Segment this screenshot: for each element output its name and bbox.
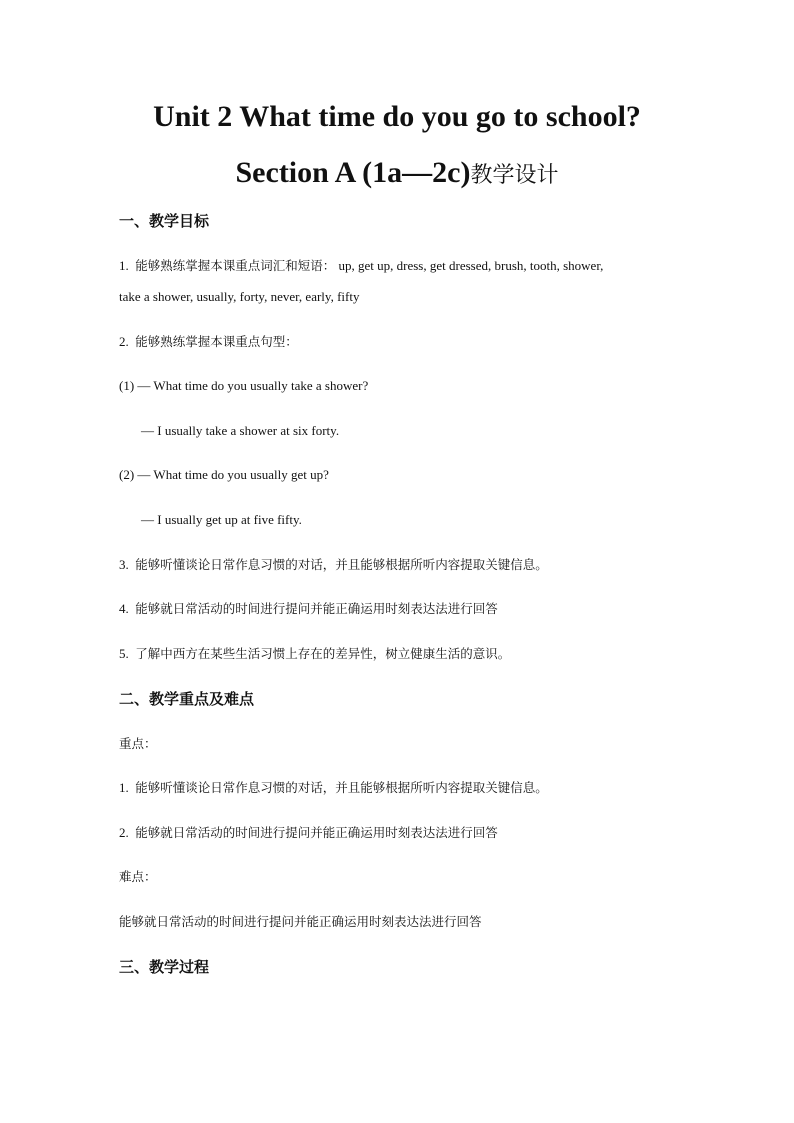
key-item-2: [119, 824, 679, 842]
goal-item-5-number: 5.: [119, 646, 129, 661]
sentence-2-question: (2) — What time do you usually get up?: [119, 467, 329, 482]
difficulty-label-text: 难点：: [119, 869, 157, 884]
goal-item-3-cn: 能够听懂谈论日常作息习惯的对话，并且能够根据所听内容提取关键信息。: [135, 557, 548, 572]
key-item-1: [119, 779, 679, 797]
key-label-text: 重点：: [119, 736, 157, 751]
difficulty-label: [119, 868, 679, 886]
sentence-2-answer: — I usually get up at five fifty.: [141, 512, 302, 527]
goal-item-1-cn: 能够熟练掌握本课重点词汇和短语：: [135, 258, 336, 273]
goal-item-1-number: 1.: [119, 258, 129, 273]
goal-item-2: [119, 333, 679, 351]
goal-item-1-line1: [119, 257, 679, 275]
goal-item-2-number: 2.: [119, 334, 129, 349]
goal-item-4-cn: 能够就日常活动的时间进行提问并能正确运用时刻表达法进行回答: [135, 601, 498, 616]
sentence-1-question: (1) — What time do you usually take a shower?: [119, 378, 369, 393]
heading-key-points: 二、教学重点及难点: [119, 690, 255, 708]
goal-item-4-number: 4.: [119, 601, 129, 616]
key-item-1-number: 1.: [119, 780, 129, 795]
sentence-1-answer: — I usually take a shower at six forty.: [141, 423, 340, 438]
heading-teaching-goals: 一、教学目标: [119, 212, 210, 230]
goal-item-1-words: up, get up, dress, get dressed, brush, tooth, shower,: [338, 258, 604, 273]
key-item-2-cn: 能够就日常活动的时间进行提问并能正确运用时刻表达法进行回答: [135, 825, 498, 840]
key-label: [119, 735, 679, 753]
document-title: Unit 2 What time do you go to school?: [153, 100, 641, 133]
key-item-2-number: 2.: [119, 825, 129, 840]
goal-item-2-cn: 能够熟练掌握本课重点句型：: [135, 334, 298, 349]
difficulty-item: [119, 913, 679, 931]
goal-item-3-number: 3.: [119, 557, 129, 572]
heading-teaching-process: 三、教学过程: [119, 958, 210, 976]
goal-item-5: [119, 645, 679, 663]
goal-item-3: [119, 556, 679, 574]
subtitle-cn: 教学设计: [470, 163, 559, 188]
document-subtitle: [0, 155, 794, 194]
difficulty-item-cn: 能够就日常活动的时间进行提问并能正确运用时刻表达法进行回答: [119, 914, 482, 929]
goal-item-5-cn: 了解中西方在某些生活习惯上存在的差异性，树立健康生活的意识。: [135, 646, 511, 661]
goal-item-1-line2: take a shower, usually, forty, never, early, fifty: [119, 289, 360, 304]
key-item-1-cn: 能够听懂谈论日常作息习惯的对话，并且能够根据所听内容提取关键信息。: [135, 780, 548, 795]
goal-item-4: [119, 600, 679, 618]
subtitle-section: Section A (1a—2c): [235, 156, 471, 189]
